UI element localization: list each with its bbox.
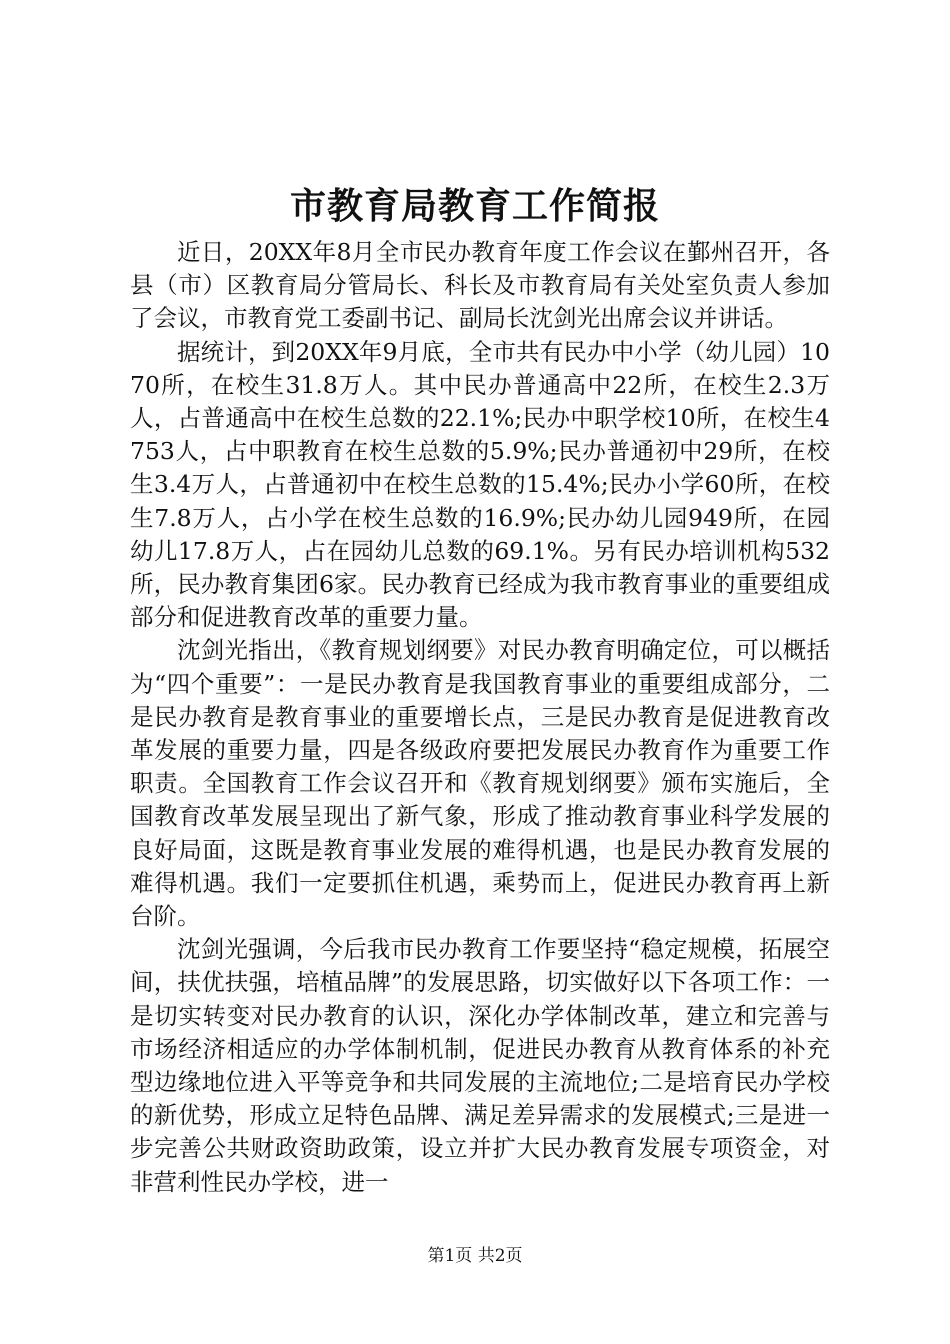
page-number-footer: 第1页 共2页 — [427, 1246, 523, 1266]
paragraph: 据统计，到20XX年9月底，全市共有民办中小学（幼儿园）1070所，在校生31.8万人。其中民办普通高中22所，在校生2.3万人，占普通高中在校生总数的22.1%;民办中职学校10所，在校生4753人，占中职教育在校生总数的5.9%;民办普通初中29所，在校生3.4万人，占普通初中在校生总数的15.4%;民办小学60所，在校生7.8万人，占小学在校生总数的16.9%;民办幼儿园949所，在园幼儿17.8万人，占在园幼儿总数的69.1%。另有民办培训机构532所，民办教育集团6家。民办教育已经成为我市教育事业的重要组成部分和促进教育改革的重要力量。 — [130, 337, 830, 632]
document-body — [130, 236, 830, 1199]
paragraph: 近日，20XX年8月全市民办教育年度工作会议在鄞州召开，各县（市）区教育局分管局长、科长及市教育局有关处室负责人参加了会议，市教育党工委副书记、副局长沈剑光出席会议并讲话。 — [130, 238, 830, 333]
paragraph: 沈剑光强调，今后我市民办教育工作要坚持“稳定规模，拓展空间，扶优扶强，培植品牌”的发展思路，切实做好以下各项工作：一是切实转变对民办教育的认识，深化办学体制改革，建立和完善与市场经济相适应的办学体制机制，促进民办教育从教育体系的补充型边缘地位进入平等竞争和共同发展的主流地位;二是培育民办学校的新优势，形成立足特色品牌、满足差异需求的发展模式;三是进一步完善公共财政资助政策，设立并扩大民办教育发展专项资金，对非营利性民办学校，进一 — [130, 935, 830, 1196]
paragraph: 沈剑光指出，《教育规划纲要》对民办教育明确定位，可以概括为“四个重要”：一是民办教育是我国教育事业的重要组成部分，二是民办教育是教育事业的重要增长点，三是民办教育是促进教育改革发展的重要力量，四是各级政府要把发展民办教育作为重要工作职责。全国教育工作会议召开和《教育规划纲要》颁布实施后，全国教育改革发展呈现出了新气象，形成了推动教育事业科学发展的良好局面，这既是教育事业发展的难得机遇，也是民办教育发展的难得机遇。我们一定要抓住机遇，乘势而上，促进民办教育再上新台阶。 — [130, 636, 830, 931]
document-title: 市教育局教育工作简报 — [289, 185, 660, 227]
